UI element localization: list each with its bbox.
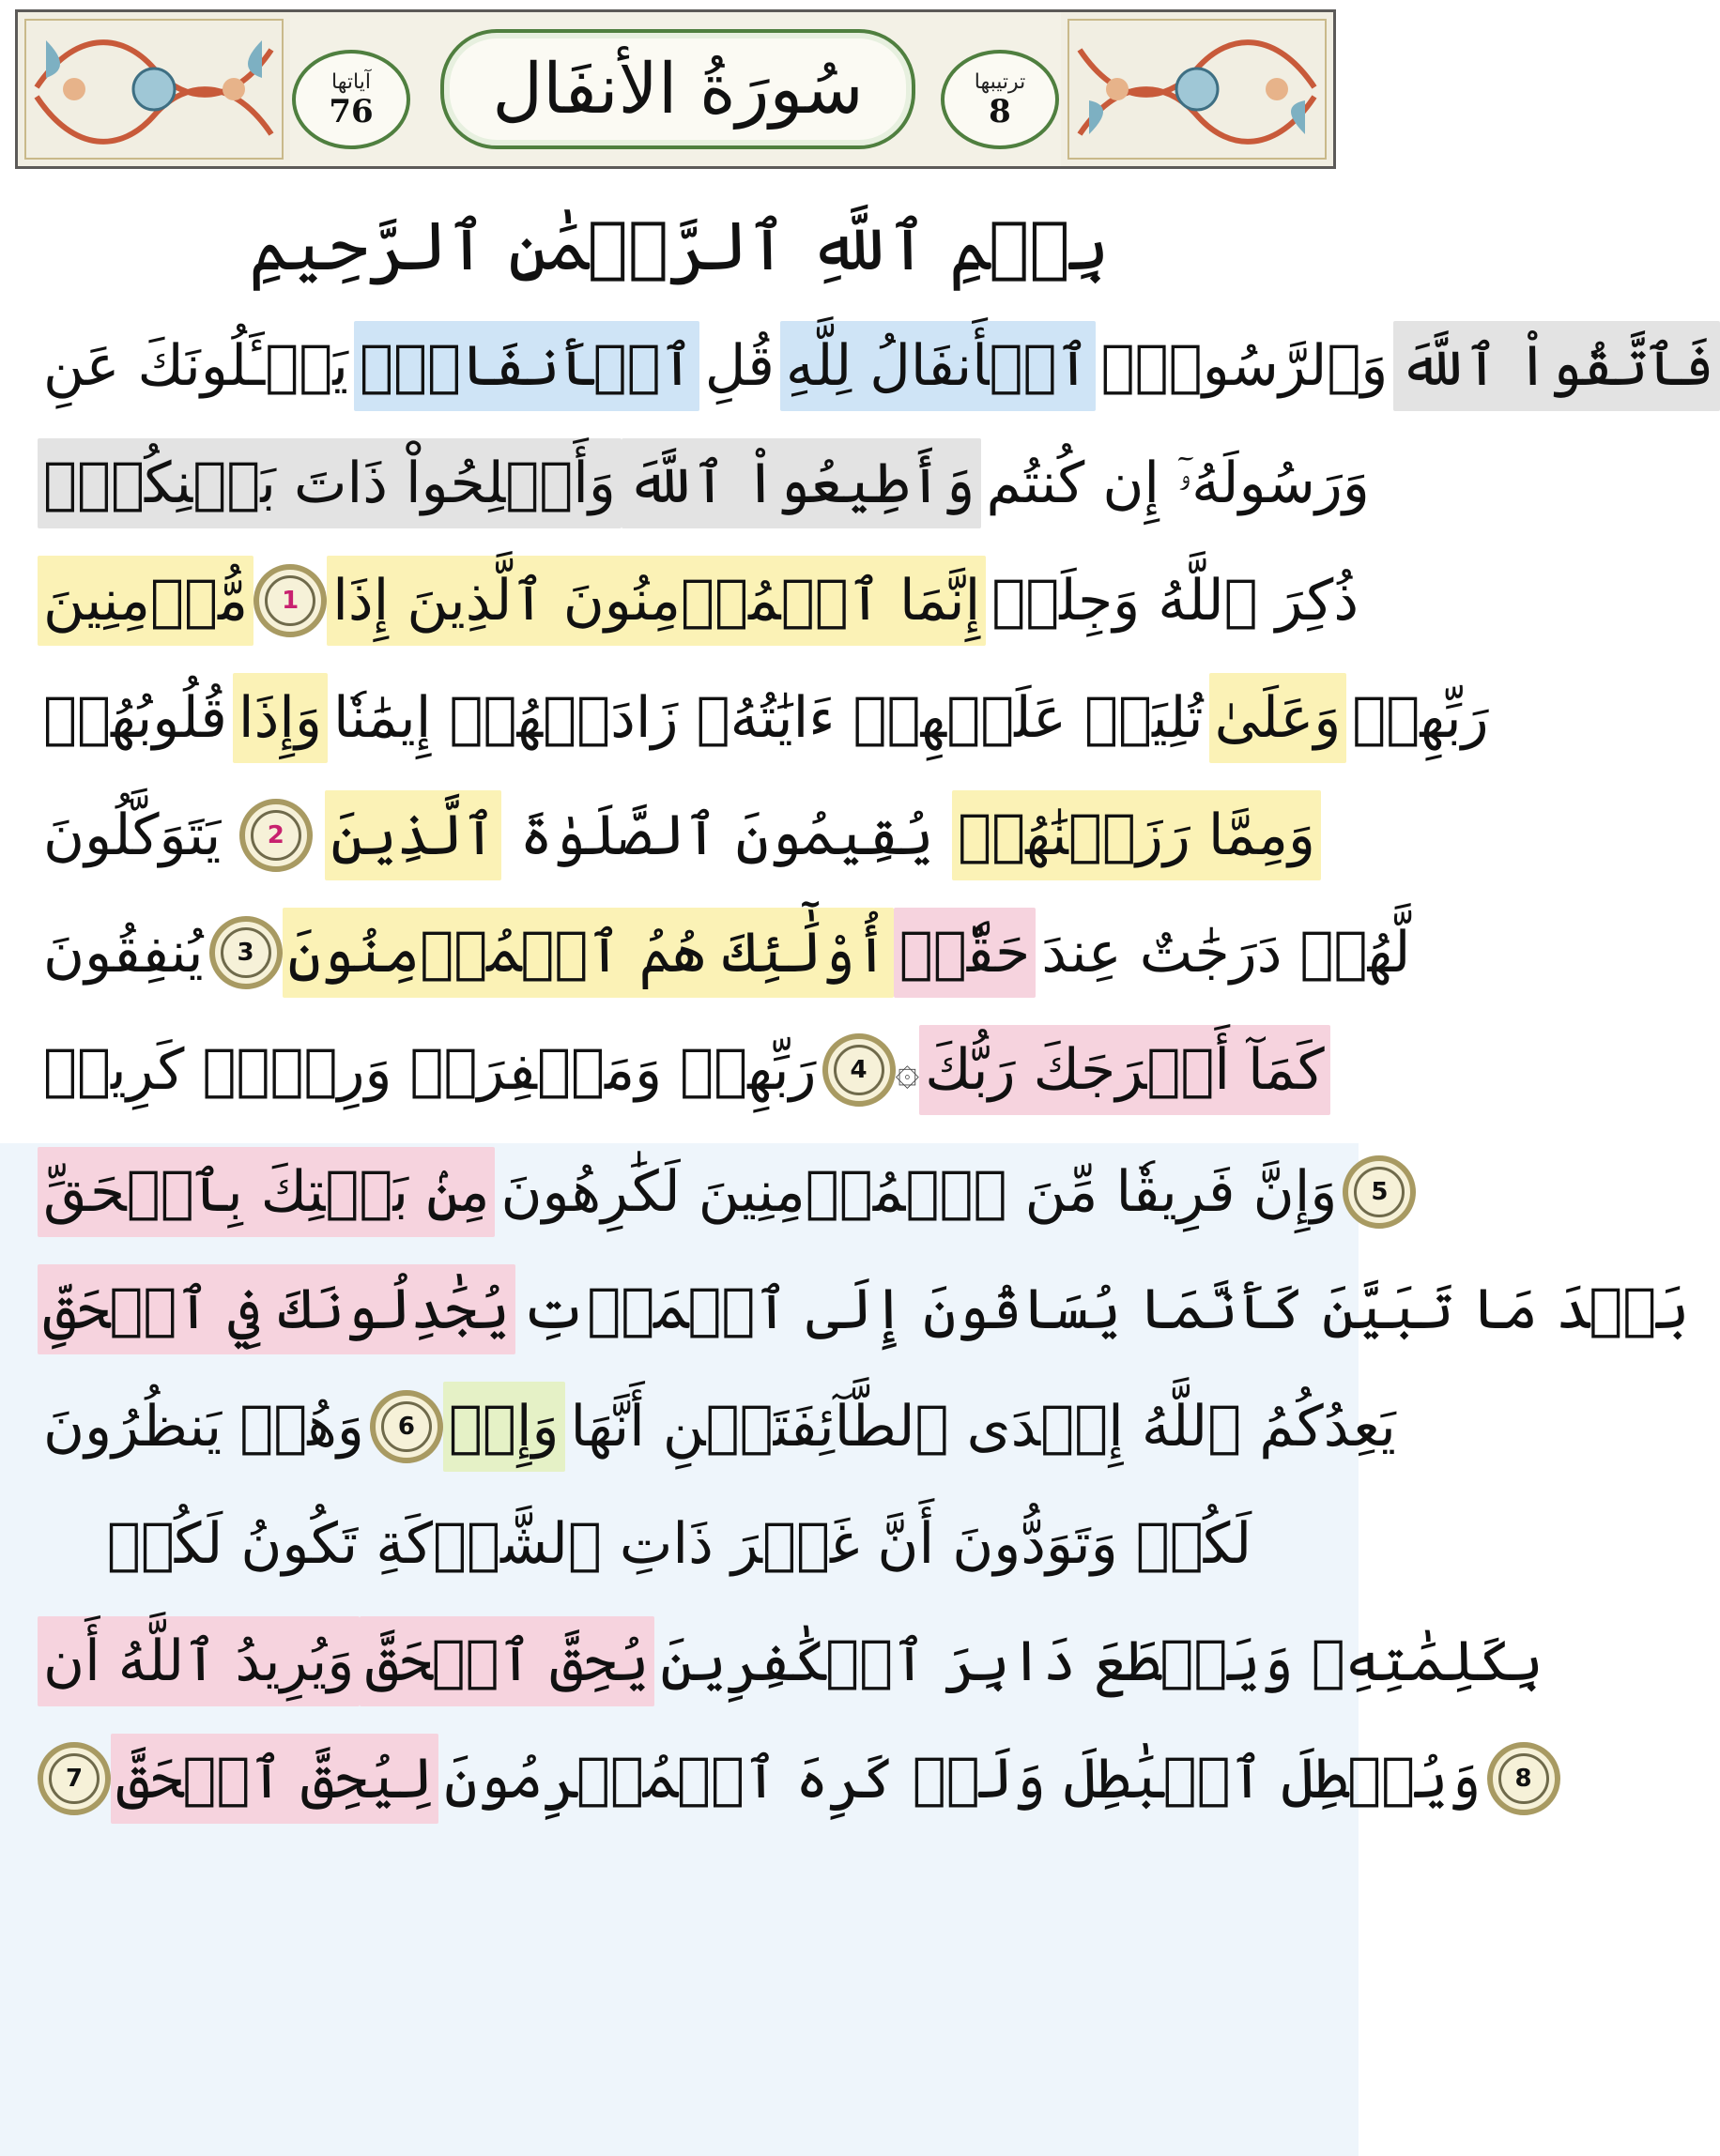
- mushaf-page-body: [0, 169, 1714, 2156]
- right-ornament: [1061, 12, 1333, 166]
- line-13-seg-2: لِيُحِقَّ ٱلۡحَقَّ: [111, 1734, 438, 1824]
- ayah-marker-5: 5: [1343, 1155, 1416, 1229]
- text-line-9: [38, 1253, 1690, 1366]
- line-9-seg-2: بَعۡدَ مَا تَبَيَّنَ كَأَنَّمَا يُسَاقُونَ إِلَى ٱلۡمَوۡتِ: [520, 1277, 1690, 1342]
- surah-header: [15, 9, 1336, 169]
- line-3-seg-4: ذُكِرَ ٱللَّهُ وَجِلَتۡ: [991, 568, 1359, 634]
- line-6-seg-5: لَّهُمۡ دَرَجَٰتٌ عِندَ: [1041, 920, 1411, 986]
- verses-count-number: 76: [329, 93, 374, 130]
- ayah-marker-4: 4: [822, 1033, 896, 1107]
- line-11-seg-1: لَكُمۡ وَتَوَدُّونَ أَنَّ غَيۡرَ ذَاتِ ٱلشَّوۡكَةِ تَكُونُ لَكُمۡ: [106, 1511, 1252, 1577]
- line-5-seg-3: ٱلَّذِينَ: [325, 790, 501, 880]
- line-7-seg-1: رَبِّهِمۡ وَمَغۡفِرَةٞ وَرِزۡقٞ كَرِيمٞ: [43, 1037, 817, 1103]
- line-3-seg-3: إِنَّمَا ٱلۡمُؤۡمِنُونَ ٱلَّذِينَ إِذَا: [327, 556, 986, 646]
- line-1-seg-6: فَٱتَّقُواْ ٱللَّهَ: [1393, 321, 1719, 411]
- text-line-2: [38, 427, 1370, 540]
- line-1-seg-1: يَسۡـَٔلُونَكَ عَنِ: [43, 333, 348, 399]
- text-line-8: [38, 1136, 1389, 1248]
- line-5-seg-1: يَتَوَكَّلُونَ: [43, 803, 222, 868]
- verses-count-badge: [292, 50, 410, 149]
- ayah-marker-2: 2: [239, 799, 313, 872]
- text-line-11: [38, 1488, 1321, 1600]
- text-line-10: [38, 1370, 1396, 1483]
- line-12-seg-2: يُحِقَّ ٱلۡحَقَّ: [360, 1616, 654, 1706]
- line-1-seg-5: وَٱلرَّسُولِۖ: [1100, 333, 1389, 399]
- text-line-6: [38, 896, 1411, 1009]
- line-2-seg-2: وَأَطِيعُواْ ٱللَّهَ: [622, 438, 981, 528]
- line-1-seg-3: قُلِ: [704, 333, 775, 399]
- ayah-marker-1: 1: [253, 564, 327, 637]
- line-10-seg-3: وَإِذۡ: [443, 1382, 565, 1472]
- left-ornament: [18, 12, 290, 166]
- line-2-seg-3: وَرَسُولَهُۥٓ إِن كُنتُم: [986, 451, 1370, 516]
- ayah-marker-6: 6: [370, 1390, 443, 1463]
- text-line-12: [38, 1605, 1543, 1718]
- basmala: بِسۡمِ ٱللَّهِ ٱلرَّحۡمَٰنِ ٱلرَّحِيمِ: [249, 206, 1110, 285]
- line-4-seg-2: وَإِذَا: [233, 673, 328, 763]
- line-10-seg-1: وَهُمۡ يَنظُرُونَ: [43, 1394, 364, 1460]
- surah-title-box: [440, 29, 915, 149]
- line-5-seg-5: وَمِمَّا رَزَقۡنَٰهُمۡ: [952, 790, 1321, 880]
- ayah-marker-7: 7: [38, 1742, 111, 1815]
- text-line-7: [38, 1014, 1325, 1126]
- line-9-seg-1: يُجَٰدِلُونَكَ فِي ٱلۡحَقِّ: [38, 1264, 515, 1354]
- ayah-marker-3: 3: [209, 916, 283, 989]
- text-line-3: [38, 544, 1359, 657]
- line-12-seg-3: بِكَلِمَٰتِهِۦ وَيَقۡطَعَ دَابِرَ ٱلۡكَٰفِرِينَ: [660, 1628, 1543, 1694]
- rub-el-hizb-icon: ۞: [895, 1046, 920, 1094]
- line-2-seg-1: وَأَصۡلِحُواْ ذَاتَ بَيۡنِكُمۡۖ: [38, 438, 622, 528]
- line-6-seg-1: يُنفِقُونَ: [43, 920, 204, 986]
- line-1-seg-4: ٱلۡأَنفَالُ لِلَّهِ: [780, 321, 1096, 411]
- line-3-seg-1: مُّؤۡمِنِينَ: [38, 556, 253, 646]
- text-line-4: [38, 662, 1489, 774]
- line-6-seg-3: أُوْلَٰٓئِكَ هُمُ ٱلۡمُؤۡمِنُونَ: [283, 908, 894, 998]
- line-7-seg-4: كَمَآ أَخۡرَجَكَ رَبُّكَ: [919, 1025, 1329, 1115]
- text-line-5: [38, 779, 1321, 892]
- surah-title: سُورَةُ الأنفَال: [492, 49, 864, 130]
- line-13-seg-3: وَيُبۡطِلَ ٱلۡبَٰطِلَ وَلَوۡ كَرِهَ ٱلۡمُجۡرِمُونَ: [444, 1746, 1482, 1812]
- line-4-seg-4: وَعَلَىٰ: [1209, 673, 1347, 763]
- text-line-1: [38, 310, 1714, 422]
- line-8-seg-1: مِنۢ بَيۡتِكَ بِٱلۡحَقِّ: [38, 1147, 495, 1237]
- line-4-seg-3: تُلِيَتۡ عَلَيۡهِمۡ ءَايَٰتُهُۥ زَادَتۡهُمۡ إِيمَٰنٗا: [332, 685, 1204, 751]
- line-1-seg-2: ٱلۡأَنفَالِۖ: [354, 321, 699, 411]
- line-5-seg-4: يُقِيمُونَ ٱلصَّلَوٰةَ: [519, 803, 934, 868]
- ayah-marker-8: 8: [1487, 1742, 1560, 1815]
- line-12-seg-1: وَيُرِيدُ ٱللَّهُ أَن: [38, 1616, 360, 1706]
- line-10-seg-4: يَعِدُكُمُ ٱللَّهُ إِحۡدَى ٱلطَّآئِفَتَيۡنِ أَنَّهَا: [570, 1394, 1396, 1460]
- surah-order-badge: [941, 50, 1059, 149]
- surah-order-label: ترتيبها: [974, 70, 1026, 94]
- text-line-13: [38, 1722, 1532, 1835]
- line-4-seg-5: رَبِّهِمۡ: [1352, 685, 1489, 751]
- line-4-seg-1: قُلُوبُهُمۡ: [43, 685, 227, 751]
- line-6-seg-4: حَقّٗاۚ: [894, 908, 1036, 998]
- verses-count-label: آياتها: [331, 70, 371, 94]
- line-8-seg-2: وَإِنَّ فَرِيقٗا مِّنَ ٱلۡمُؤۡمِنِينَ لَكَٰرِهُونَ: [500, 1159, 1338, 1225]
- surah-order-number: 8: [989, 93, 1011, 130]
